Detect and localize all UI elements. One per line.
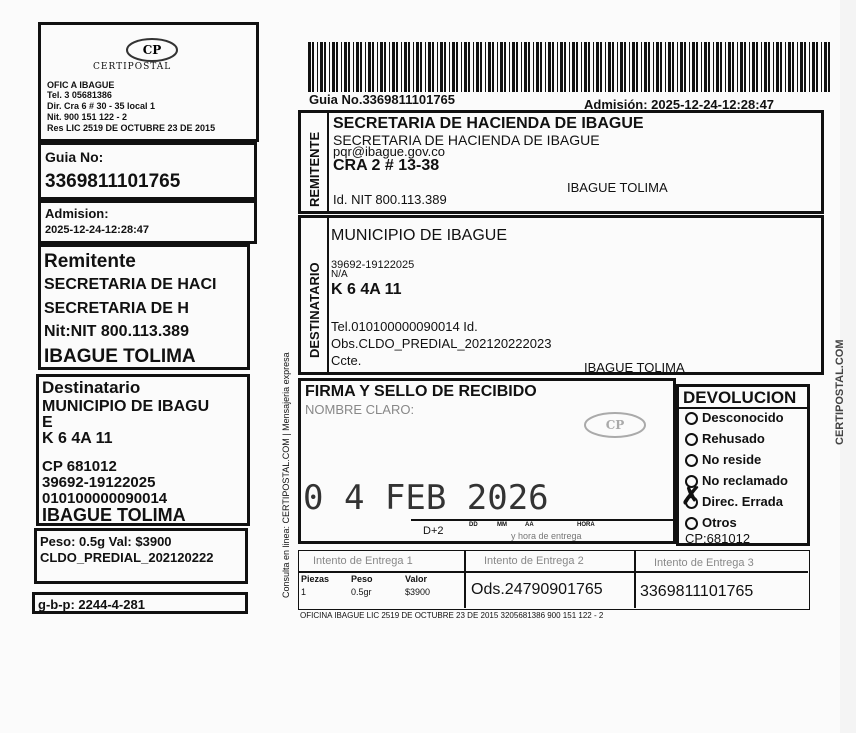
divider xyxy=(464,551,466,608)
dest-city: IBAGUE TOLIMA xyxy=(584,360,685,375)
footer-office: OFICINA IBAGUE LIC 2519 DE OCTUBRE 23 DE 2015 3205681386 900 151 122 - 2 xyxy=(300,611,604,620)
office-line: Tel. 3 05681386 xyxy=(47,90,112,100)
dest-ccte: Ccte. xyxy=(331,353,362,368)
remitente-line: SECRETARIA DE HACI xyxy=(44,276,217,293)
gbp-line: g-b-p: 2244-4-281 xyxy=(38,597,145,612)
destinatario-line: E xyxy=(42,414,53,431)
destinatario-tab: DESTINATARIO xyxy=(307,262,322,358)
rem-nit: Id. NIT 800.113.389 xyxy=(333,192,447,207)
devolucion-option[interactable]: Desconocido xyxy=(685,411,784,425)
dest-tel: Tel.010100000090014 Id. xyxy=(331,319,478,334)
gbp-box xyxy=(32,592,248,614)
rem-title: SECRETARIA DE HACIENDA DE IBAGUE xyxy=(333,115,644,132)
fecha-line xyxy=(411,519,673,521)
office-line: Dir. Cra 6 # 30 - 35 local 1 xyxy=(47,101,156,111)
devolucion-option[interactable]: No reclamado xyxy=(685,474,788,488)
remitente-city: IBAGUE TOLIMA xyxy=(44,346,196,367)
admision-label: Admision: xyxy=(45,206,109,221)
remitente-box xyxy=(38,244,250,370)
devolucion-title: DEVOLUCION xyxy=(683,388,797,407)
certipostal-logo-icon xyxy=(125,37,179,63)
intento-label: Intento de Entrega 2 xyxy=(484,555,584,567)
valor-label: Valor xyxy=(405,574,428,584)
dest-city: IBAGUE TOLIMA xyxy=(42,505,186,525)
cldo-line: CLDO_PREDIAL_202120222 xyxy=(40,550,214,565)
dest-ref: 39692-19122025 xyxy=(331,259,415,271)
office-line: Nit. 900 151 122 - 2 xyxy=(47,112,128,122)
rem-address: CRA 2 # 13-38 xyxy=(333,157,440,174)
office-line: OFIC A IBAGUE xyxy=(47,80,115,90)
d2-label: D+2 xyxy=(423,525,444,537)
peso-value: 0.5gr xyxy=(351,587,372,597)
admision-header: Admisión: 2025-12-24-12:28:47 xyxy=(584,97,775,112)
divider xyxy=(299,571,808,573)
fecha-label: y hora de entrega xyxy=(511,531,582,541)
rem-sub: SECRETARIA DE HACIENDA DE IBAGUE xyxy=(333,132,600,148)
svg-text:CP: CP xyxy=(605,418,625,432)
dd-label: DD xyxy=(469,522,478,528)
admision-box xyxy=(38,200,257,244)
remitente-section xyxy=(298,110,824,214)
firma-title: FIRMA Y SELLO DE RECIBIDO xyxy=(305,383,537,400)
aa-label: AA xyxy=(525,522,534,528)
nombre-claro-label: NOMBRE CLARO: xyxy=(305,402,415,417)
devolucion-section xyxy=(676,384,810,546)
office-line: Res LIC 2519 DE OCTUBRE 23 DE 2015 xyxy=(47,123,216,133)
remitente-label: Remitente xyxy=(44,251,136,272)
intento-label: Intento de Entrega 3 xyxy=(654,557,754,569)
admision-value: 2025-12-24-12:28:47 xyxy=(45,224,149,236)
guia-box xyxy=(38,142,257,200)
devolucion-option-selected[interactable]: Direc. Errada xyxy=(685,495,783,509)
rem-email: pqr@ibague.gov.co xyxy=(333,144,445,159)
intentos-section xyxy=(298,550,810,610)
destinatario-line: K 6 4A 11 xyxy=(42,430,113,447)
peso-label: Peso xyxy=(351,574,373,584)
valor-value: $3900 xyxy=(405,587,431,597)
ods-number: Ods.24790901765 xyxy=(471,581,603,598)
divider xyxy=(327,218,329,372)
dest-address: K 6 4A 11 xyxy=(331,281,402,298)
piezas-label: Piezas xyxy=(301,574,330,584)
destinatario-section xyxy=(298,215,824,375)
divider xyxy=(679,407,807,409)
office-box xyxy=(38,22,259,142)
radio-icon xyxy=(685,433,698,446)
side-consulta-text: Consulta en linea: CERTIPOSTAL.COM | Mensajeria expresa xyxy=(281,352,291,598)
peso-box xyxy=(34,528,248,584)
date-stamp: 0 4 FEB 2026 xyxy=(303,478,549,518)
remitente-tab: REMITENTE xyxy=(307,131,322,207)
certipostal-stamp-icon xyxy=(583,411,647,439)
dest-cp-line: 010100000090014 xyxy=(42,490,168,507)
devolucion-option[interactable]: Rehusado xyxy=(685,432,765,446)
divider xyxy=(327,113,329,211)
intento-label: Intento de Entrega 1 xyxy=(313,555,413,567)
barcode-icon xyxy=(308,42,834,94)
devolucion-option[interactable]: Otros xyxy=(685,516,737,530)
guia-number: 3369811101765 xyxy=(45,171,181,192)
radio-icon xyxy=(685,454,698,467)
right-edge-text: CERTIPOSTAL.COM xyxy=(834,339,846,445)
dest-title: MUNICIPIO DE IBAGUE xyxy=(331,227,508,244)
company-name: CERTIPOSTAL xyxy=(93,62,172,72)
dest-cp-line: 39692-19122025 xyxy=(42,474,156,491)
guia-bottom: 3369811101765 xyxy=(640,583,754,600)
mm-label: MM xyxy=(497,522,507,528)
devolucion-cp: CP:681012 xyxy=(685,531,751,546)
piezas-value: 1 xyxy=(301,587,307,597)
destinatario-line: MUNICIPIO DE IBAGU xyxy=(42,398,210,415)
divider xyxy=(634,551,636,608)
hora-label: HORA xyxy=(577,522,595,528)
guia-label: Guia No: xyxy=(45,149,104,165)
devolucion-option[interactable]: No reside xyxy=(685,453,761,467)
dest-na: N/A xyxy=(331,269,348,280)
svg-text:CP: CP xyxy=(142,43,162,57)
firma-section xyxy=(298,378,676,544)
radio-icon xyxy=(685,412,698,425)
destinatario-box xyxy=(36,374,250,526)
remitente-line: Nit:NIT 800.113.389 xyxy=(44,323,189,340)
guia-header: Guia No.3369811101765 xyxy=(309,92,456,107)
destinatario-label: Destinatario xyxy=(42,378,141,397)
dest-cp-line: CP 681012 xyxy=(42,458,117,475)
rem-city: IBAGUE TOLIMA xyxy=(567,180,668,195)
radio-icon xyxy=(685,517,698,530)
x-mark-icon: ✗ xyxy=(681,483,702,510)
dest-obs: Obs.CLDO_PREDIAL_202120222023 xyxy=(331,336,552,351)
peso-line: Peso: 0.5g Val: $3900 xyxy=(40,534,172,549)
remitente-line: SECRETARIA DE H xyxy=(44,300,189,317)
